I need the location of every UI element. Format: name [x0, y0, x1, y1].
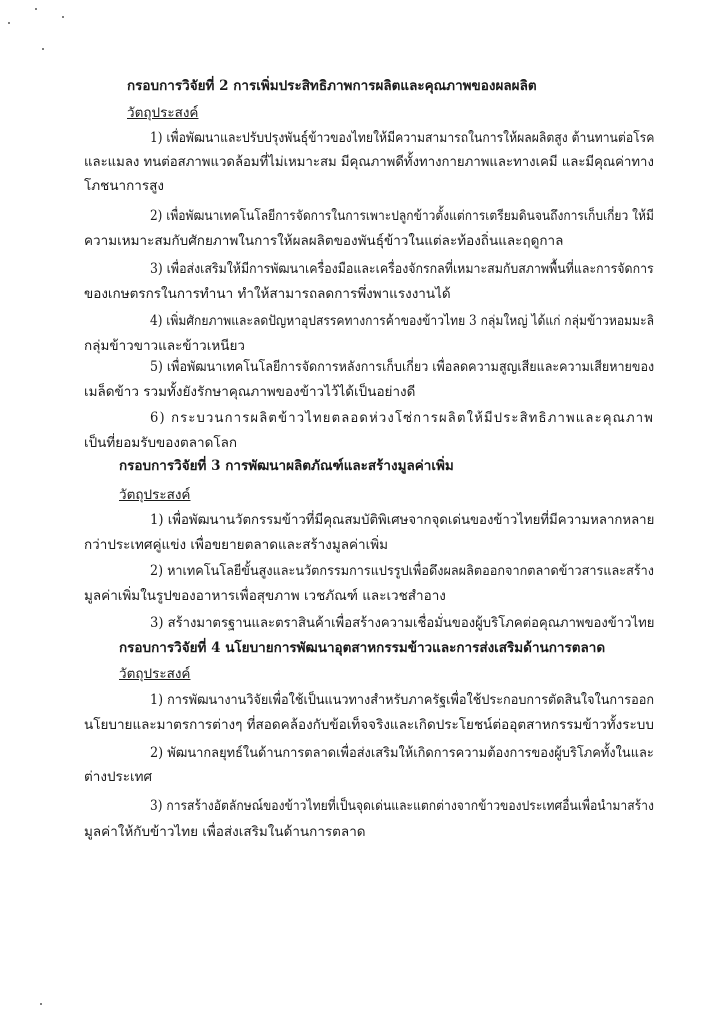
section-4-item-2-line-2: ต่างประเทศ	[84, 769, 153, 785]
section-2-item-5-line-1: 5) เพื่อพัฒนาเทคโนโลยีการจัดการหลังการเก็บเกี่ยว เพื่อลดความสูญเสียและความเสียหายของ	[150, 359, 655, 375]
section-4-item-3-line-1: 3) การสร้างอัตลักษณ์ของข้าวไทยที่เป็นจุดเด่นและแตกต่างจากข้าวของประเทศอื่นเพื่อนำมาสร้าง	[150, 798, 654, 814]
scan-speck	[42, 48, 44, 50]
section-2-item-1-line-1: 1) เพื่อพัฒนาและปรับปรุงพันธุ์ข้าวของไทยให้มีความสามารถในการให้ผลผลิตสูง ต้านทานต่อโรค	[150, 130, 655, 146]
section-4-item-1-line-2: นโยบายและมาตรการต่างๆ ที่สอดคล้องกับข้อเท็จจริงและเกิดประโยชน์ต่ออุตสาหกรรมข้าวทั้งระบบ	[84, 717, 654, 733]
section-3-item-2-line-2: มูลค่าเพิ่มในรูปของอาหารเพื่อสุขภาพ เวชภัณฑ์ และเวชสำอาง	[84, 588, 446, 604]
scan-speck	[8, 22, 10, 24]
section-2-item-5-line-2: เมล็ดข้าว รวมทั้งยังรักษาคุณภาพของข้าวไว้ได้เป็นอย่างดี	[84, 384, 416, 400]
section-3-item-1-line-1: 1) เพื่อพัฒนานวัตกรรมข้าวที่มีคุณสมบัติพิเศษจากจุดเด่นของข้าวไทยที่มีความหลากหลาย	[150, 512, 655, 528]
section-4-heading: กรอบการวิจัยที่ 4 นโยบายการพัฒนาอุตสาหกรรมข้าวและการส่งเสริมด้านการตลาด	[119, 640, 606, 656]
section-3-item-1-line-2: กว่าประเทศคู่แข่ง เพื่อขยายตลาดและสร้างมูลค่าเพิ่ม	[84, 537, 389, 553]
section-2-heading: กรอบการวิจัยที่ 2 การเพิ่มประสิทธิภาพการผลิตและคุณภาพของผลผลิต	[127, 78, 537, 94]
section-2-item-4-line-2: กลุ่มข้าวขาวและข้าวเหนียว	[84, 338, 245, 354]
section-3-heading: กรอบการวิจัยที่ 3 การพัฒนาผลิตภัณฑ์และสร้างมูลค่าเพิ่ม	[119, 458, 454, 474]
section-2-item-1-line-2: และแมลง ทนต่อสภาพแวดล้อมที่ไม่เหมาะสม มีคุณภาพดีทั้งทางกายภาพและทางเคมี และมีคุณค่าทาง	[84, 154, 654, 170]
section-4-item-1-line-1: 1) การพัฒนางานวิจัยเพื่อใช้เป็นแนวทางสำหรับภาครัฐเพื่อใช้ประกอบการตัดสินใจในการออก	[150, 692, 655, 708]
scan-speck	[40, 1003, 42, 1005]
section-2-item-2-line-1: 2) เพื่อพัฒนาเทคโนโลยีการจัดการในการเพาะปลูกข้าวตั้งแต่การเตรียมดินจนถึงการเก็บเกี่ยว ให้มี	[150, 208, 654, 224]
section-3-item-3-line-1: 3) สร้างมาตรฐานและตราสินค้าเพื่อสร้างความเชื่อมั่นของผู้บริโภคต่อคุณภาพของข้าวไทย	[150, 615, 655, 631]
section-2-item-2-line-2: ความเหมาะสมกับศักยภาพในการให้ผลผลิตของพันธุ์ข้าวในแต่ละท้องถิ่นและฤดูกาล	[84, 233, 564, 249]
section-4-item-3-line-2: มูลค่าให้กับข้าวไทย เพื่อส่งเสริมในด้านการตลาด	[84, 824, 366, 840]
scan-speck	[62, 16, 64, 18]
section-2-item-3-line-1: 3) เพื่อส่งเสริมให้มีการพัฒนาเครื่องมือและเครื่องจักรกลที่เหมาะสมกับสภาพพื้นที่และการจัดการ	[150, 261, 654, 277]
section-2-item-4-line-1: 4) เพิ่มศักยภาพและลดปัญหาอุปสรรคทางการค้าของข้าวไทย 3 กลุ่มใหญ่ ได้แก่ กลุ่มข้าวหอมมะลิ	[150, 313, 655, 329]
scan-speck	[35, 8, 37, 10]
section-3-objective-label: วัตถุประสงค์	[119, 487, 191, 503]
section-2-objective-label: วัตถุประสงค์	[127, 105, 199, 121]
section-4-objective-label: วัตถุประสงค์	[119, 666, 191, 682]
section-2-item-3-line-2: ของเกษตรกรในการทำนา ทำให้สามารถลดการพึ่งพาแรงงานได้	[84, 286, 451, 302]
section-3-item-2-line-1: 2) หาเทคโนโลยีขั้นสูงและนวัตกรรมการแปรรูปเพื่อดึงผลผลิตออกจากตลาดข้าวสารและสร้าง	[150, 563, 655, 579]
section-4-item-2-line-1: 2) พัฒนากลยุทธ์ในด้านการตลาดเพื่อส่งเสริมให้เกิดการความต้องการของผู้บริโภคทั้งในและ	[150, 745, 654, 761]
section-2-item-1-line-3: โภชนาการสูง	[84, 178, 164, 194]
section-2-item-6-line-2: เป็นที่ยอมรับของตลาดโลก	[84, 435, 238, 451]
section-2-item-6-line-1: 6) กระบวนการผลิตข้าวไทยตลอดห่วงโซ่การผลิตให้มีประสิทธิภาพและคุณภาพ	[150, 410, 655, 426]
